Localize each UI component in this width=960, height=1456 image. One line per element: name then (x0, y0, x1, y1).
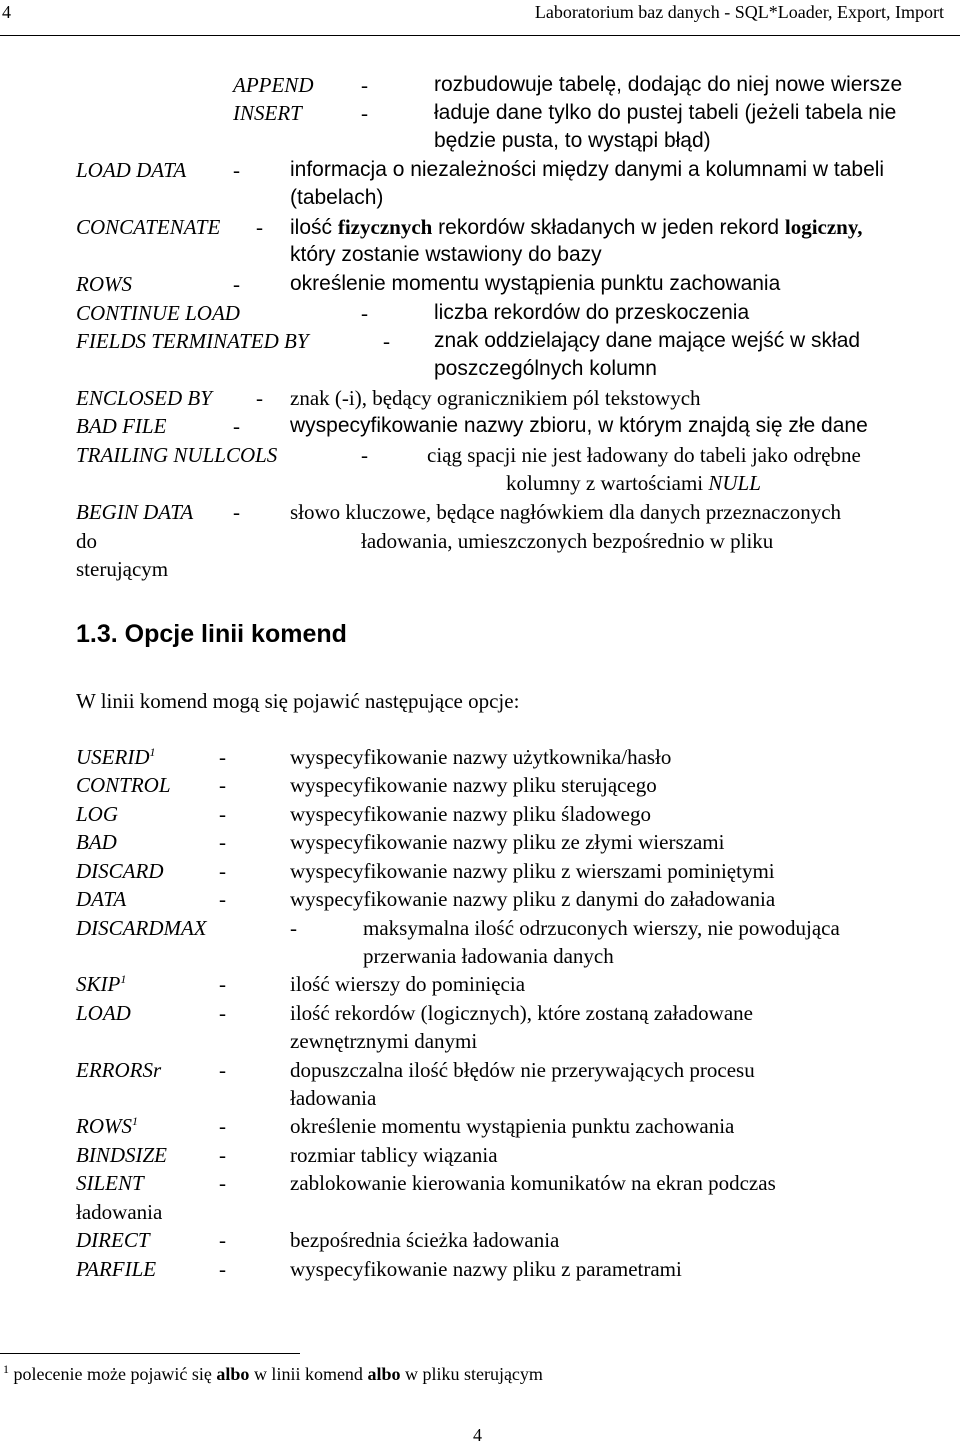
keyword-fields-terminated-by: FIELDS TERMINATED BY (76, 329, 309, 353)
keyword-desc: ilość fizycznych rekordów składanych w jeden rekord logiczny, (290, 215, 863, 239)
keyword-enclosed-by: ENCLOSED BY (76, 386, 212, 410)
option-desc: wyspecyfikowanie nazwy pliku sterującego (290, 773, 657, 797)
footer-page-number: 4 (473, 1425, 482, 1445)
option-desc: przerwania ładowania danych (363, 944, 614, 968)
option-desc: bezpośrednia ścieżka ładowania (290, 1228, 560, 1252)
option-desc: ładowania (76, 1200, 163, 1224)
keyword-desc: kolumny z wartościami NULL (506, 471, 761, 495)
option-dash: - (219, 972, 226, 996)
keyword-desc: poszczególnych kolumn (434, 357, 657, 380)
keyword-dash: - (233, 272, 240, 296)
option-dash: - (219, 859, 226, 883)
keyword-desc: wyspecyfikowanie nazwy zbioru, w którym znajdą się złe dane (290, 414, 868, 437)
option-desc: wyspecyfikowanie nazwy pliku z danymi do załadowania (290, 887, 776, 911)
option-dash: - (219, 1001, 226, 1025)
keyword-desc: znak oddzielający dane mające wejść w skład (434, 329, 861, 352)
keyword-dash: - (233, 500, 240, 524)
option-userid: USERID$^1$ (76, 745, 156, 769)
option-desc: rozmiar tablicy wiązania (290, 1143, 498, 1167)
keyword-desc: określenie momentu wystąpienia punktu zachowania (290, 272, 781, 295)
keyword-begin-data: BEGIN DATA (76, 500, 194, 524)
option-desc: ładowania (290, 1086, 377, 1110)
keyword-dash: - (361, 443, 368, 467)
option-discard: DISCARD (76, 859, 164, 883)
option-dash: - (219, 802, 226, 826)
keyword-desc: rozbudowuje tabelę, dodając do niej nowe wiersze (434, 73, 903, 96)
keyword-desc: (tabelach) (290, 186, 384, 209)
keyword-dash: - (256, 386, 263, 410)
keyword-desc: który zostanie wstawiony do bazy (290, 243, 602, 266)
keyword-dash: - (361, 301, 368, 325)
option-direct: DIRECT (76, 1228, 150, 1252)
keyword-dash: - (383, 329, 390, 353)
header-title: Laboratorium baz danych - SQL*Loader, Export, Import (534, 2, 944, 22)
header-divider (0, 35, 960, 36)
option-control: CONTROL (76, 773, 171, 797)
keyword-desc: ładowania, umieszczonych bezpośrednio w pliku (361, 529, 774, 553)
keyword-append: APPEND (233, 73, 314, 97)
option-bindsize: BINDSIZE (76, 1143, 167, 1167)
keyword-load-data: LOAD DATA (76, 158, 187, 182)
option-desc: wyspecyfikowanie nazwy pliku z parametrami (290, 1257, 682, 1281)
option-dash: - (219, 1171, 226, 1195)
option-desc: ilość wierszy do pominięcia (290, 972, 526, 996)
option-parfile: PARFILE (76, 1257, 157, 1281)
keyword-desc: słowo kluczowe, będące nagłówkiem dla danych przeznaczonych (290, 500, 842, 524)
keyword-insert: INSERT (233, 101, 302, 125)
option-desc: wyspecyfikowanie nazwy pliku z wierszami pominiętymi (290, 859, 775, 883)
option-dash: - (219, 1228, 226, 1252)
keyword-desc: ciąg spacji nie jest ładowany do tabeli jako odrębne (427, 443, 861, 467)
keyword-rows: ROWS (76, 272, 132, 296)
option-desc: dopuszczalna ilość błędów nie przerywających procesu (290, 1058, 755, 1082)
keyword-dash: - (233, 158, 240, 182)
keyword-continue-load: CONTINUE LOAD (76, 301, 240, 325)
option-discardmax: DISCARDMAX (76, 916, 207, 940)
footnote-marker: 1 (3, 1362, 9, 1376)
option-silent: SILENT (76, 1171, 144, 1195)
option-data: DATA (76, 887, 127, 911)
option-load: LOAD (76, 1001, 131, 1025)
option-desc: zewnętrznymi danymi (290, 1029, 478, 1053)
section-heading: 1.3. Opcje linii komend (76, 620, 347, 648)
option-dash: - (219, 887, 226, 911)
keyword-desc: ładuje dane tylko do pustej tabeli (jeżeli tabela nie (434, 101, 897, 124)
option-dash: - (219, 745, 226, 769)
keyword-desc: sterującym (76, 557, 169, 581)
footnote-divider (0, 1353, 300, 1354)
option-skip: SKIP$^1$ (76, 972, 127, 996)
option-desc: ilość rekordów (logicznych), które zostaną załadowane (290, 1001, 753, 1025)
option-dash: - (219, 1143, 226, 1167)
option-errors: ERRORSr (76, 1058, 162, 1082)
keyword-dash: - (361, 101, 368, 125)
keyword-desc: znak (-i), będący ogranicznikiem pól tekstowych (290, 386, 701, 410)
section-intro: W linii komend mogą się pojawić następujące opcje: (76, 689, 520, 713)
keyword-desc: do (76, 529, 97, 553)
option-desc: określenie momentu wystąpienia punktu zachowania (290, 1114, 735, 1138)
keyword-dash: - (361, 73, 368, 97)
option-dash: - (219, 1058, 226, 1082)
keyword-desc: będzie pusta, to wystąpi błąd) (434, 129, 711, 152)
option-desc: wyspecyfikowanie nazwy użytkownika/hasło (290, 745, 672, 769)
option-dash: - (219, 773, 226, 797)
option-bad: BAD (76, 830, 117, 854)
keyword-dash: - (233, 414, 240, 438)
keyword-trailing-nullcols: TRAILING NULLCOLS (76, 443, 278, 467)
keyword-desc: liczba rekordów do przeskoczenia (434, 301, 750, 324)
option-dash: - (219, 830, 226, 854)
header-page-number: 4 (2, 2, 11, 22)
keyword-dash: - (256, 215, 263, 239)
option-desc: wyspecyfikowanie nazwy pliku ze złymi wierszami (290, 830, 725, 854)
footnote: $^1$ polecenie może pojawić się albo w linii komend albo w pliku sterującym (3, 1362, 543, 1384)
option-rows: ROWS$^1$ (76, 1114, 138, 1138)
option-desc: wyspecyfikowanie nazwy pliku śladowego (290, 802, 651, 826)
keyword-concatenate: CONCATENATE (76, 215, 221, 239)
option-dash: - (290, 916, 297, 940)
option-desc: zablokowanie kierowania komunikatów na ekran podczas (290, 1171, 776, 1195)
keyword-desc: informacja o niezależności między danymi a kolumnami w tabeli (290, 158, 885, 181)
option-dash: - (219, 1257, 226, 1281)
option-dash: - (219, 1114, 226, 1138)
option-desc: maksymalna ilość odrzuconych wierszy, nie powodująca (363, 916, 840, 940)
keyword-bad-file: BAD FILE (76, 414, 167, 438)
option-log: LOG (76, 802, 119, 826)
